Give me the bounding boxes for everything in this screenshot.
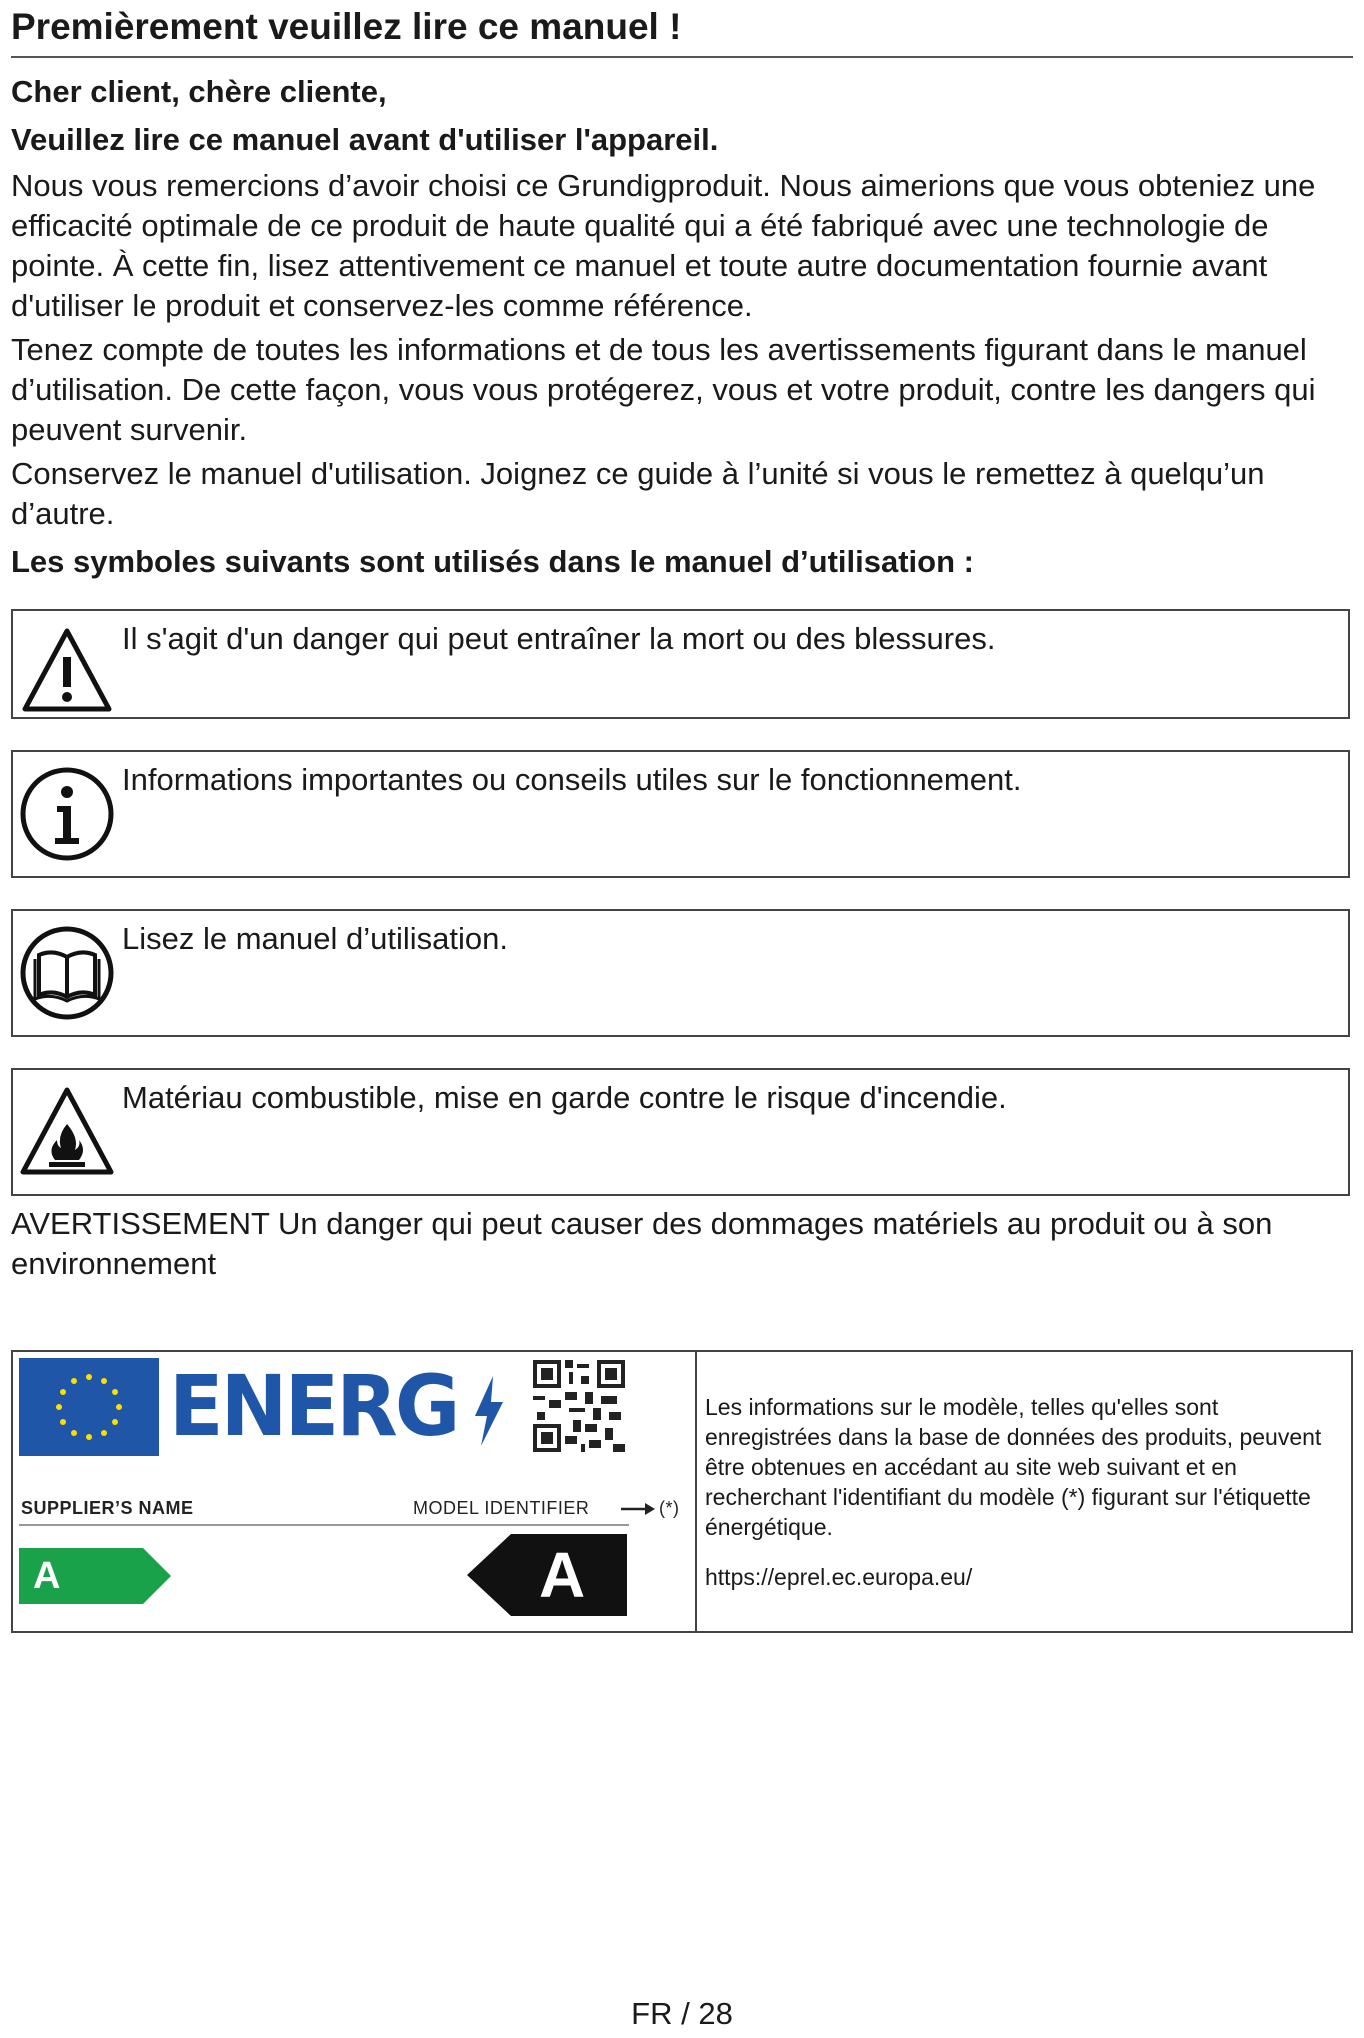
energy-class-big: A: [539, 1539, 586, 1611]
energy-info-box: [11, 1350, 1353, 1633]
energy-box-divider: [695, 1352, 697, 1631]
symbols-heading: Les symboles suivants sont utilisés dans le manuel d’utilisation :: [11, 544, 974, 579]
title-rule: [11, 56, 1353, 58]
model-asterisk: (*): [659, 1498, 680, 1518]
symbol-box-manual: [11, 909, 1350, 1037]
symbol-text-fire: Matériau combustible, mise en garde contre le risque d'incendie.: [122, 1080, 1007, 1115]
energy-class-arrow-small: [19, 1548, 171, 1604]
symbol-box-fire: [11, 1068, 1350, 1196]
warning-triangle-icon: [19, 621, 115, 717]
qr-code-icon: [533, 1360, 625, 1452]
intro-paragraph: Nous vous remercions d’avoir choisi ce Grundigproduit. Nous aimerions que vous obteniez une efficacité optimale de ce produit de haute qualité qui a été fabriqué avec une technologie de pointe. À cette fin, lisez attentivement ce manuel et toute autre documentation fournie avant d'utiliser le produit et conservez-les comme référence.: [11, 168, 1316, 323]
warning-note: AVERTISSEMENT Un danger qui peut causer des dommages matériels au produit ou à son environnement: [11, 1206, 1273, 1281]
label-divider: [19, 1524, 629, 1526]
manual-page: [11, 0, 1353, 584]
symbol-text-danger: Il s'agit d'un danger qui peut entraîner la mort ou des blessures.: [122, 621, 996, 656]
energy-class-arrow-big: [467, 1534, 627, 1616]
energy-logo-text: ENERG: [169, 1357, 458, 1455]
supplier-name-label: SUPPLIER’S NAME: [21, 1498, 194, 1518]
info-circle-icon: [19, 766, 115, 862]
symbol-box-danger: [11, 609, 1350, 719]
warnings-paragraph: Tenez compte de toutes les informations et de tous les avertissements figurant dans le manuel d’utilisation. De cette façon, vous vous protégerez, vous et votre produit, contre les dangers qui peuvent survenir.: [11, 332, 1316, 447]
energy-class-small: A: [33, 1555, 61, 1597]
read-instruction: Veuillez lire ce manuel avant d'utiliser l'appareil.: [11, 122, 719, 157]
model-identifier-label: MODEL IDENTIFIER: [413, 1498, 590, 1518]
page-number: FR / 28: [631, 1996, 733, 2031]
lightning-icon: [473, 1376, 505, 1446]
symbol-text-info: Informations importantes ou conseils utiles sur le fonctionnement.: [122, 762, 1022, 797]
fire-hazard-icon: [19, 1084, 115, 1180]
manual-book-icon: [19, 925, 115, 1021]
energy-info-text: Les informations sur le modèle, telles qu'elles sont enregistrées dans la base de données des produits, peuvent être obtenues en accédant au site web suivant et en recherchant l'identifiant du modèle (*) figurant sur l'étiquette énergétique.: [705, 1394, 1322, 1540]
symbol-text-manual: Lisez le manuel d’utilisation.: [122, 921, 508, 956]
energy-label: [19, 1357, 680, 1628]
eu-flag-icon: [19, 1358, 159, 1456]
greeting: Cher client, chère cliente,: [11, 74, 387, 109]
page-title: Premièrement veuillez lire ce manuel !: [11, 6, 682, 47]
keep-manual-paragraph: Conservez le manuel d'utilisation. Joignez ce guide à l’unité si vous le remettez à quelqu’un d’autre.: [11, 456, 1265, 531]
eprel-link[interactable]: https://eprel.ec.europa.eu/: [705, 1564, 973, 1590]
symbol-box-info: [11, 750, 1350, 878]
arrow-right-icon: [621, 1500, 657, 1518]
